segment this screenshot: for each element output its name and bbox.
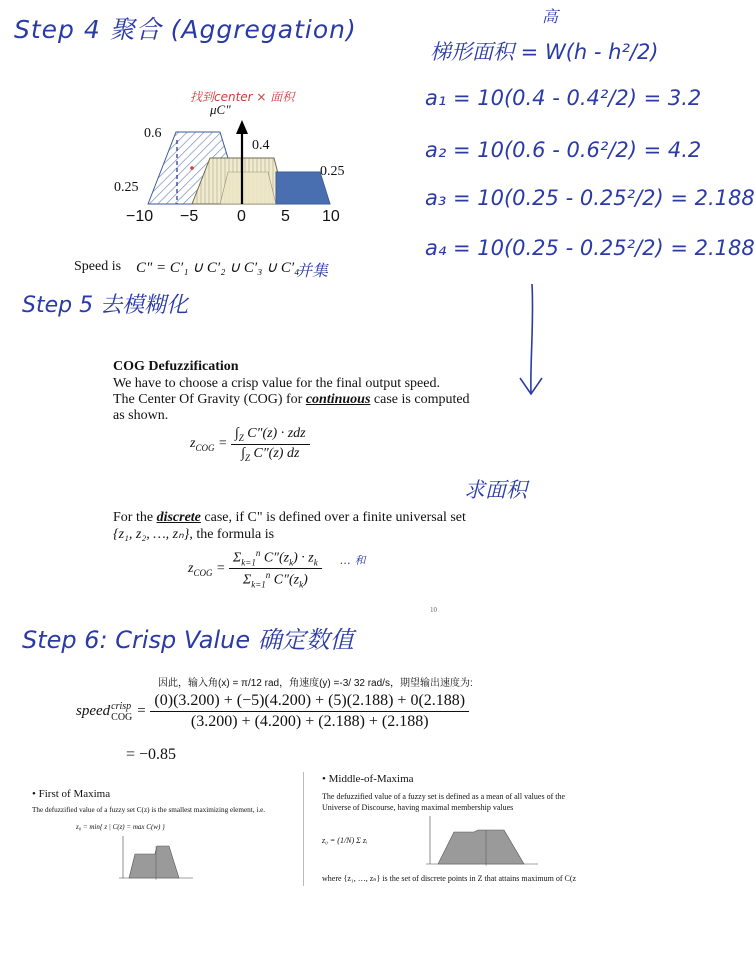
cog-paragraph-3: as shown. [113, 408, 169, 423]
step4-title: Step 4 聚合 (Aggregation) [14, 15, 357, 44]
cog-sub: COG [111, 711, 133, 723]
area-formula: 梯形面积 = W(h - h²/2) [430, 40, 659, 64]
cog-discrete-numerator: $\Sigma_{k=1}^n$ $C''(z_k) \cdot z_k$ [229, 548, 322, 569]
speed-crisp-formula [76, 692, 469, 731]
speed-formula: C" = C′₁ ∪ C′₂ ∪ C′₃ ∪ C′₄ [136, 260, 300, 276]
step6-note: 因此，输入角(x) = π/12 rad，角速度(y) =-3/ 32 rad/s，期望输出速度为: [158, 678, 473, 689]
tick-minus-10: −10 [126, 208, 154, 225]
discrete-c: , the formula is [189, 527, 275, 542]
speed-label: Speed is [74, 259, 122, 274]
page-number: 10 [430, 606, 437, 614]
area-a1: a₁ = 10(0.4 - 0.4²/2) = 3.2 [425, 86, 702, 110]
tick-5: 5 [281, 208, 290, 225]
level-0-25-left: 0.25 [114, 180, 139, 195]
height-note: 高 [542, 7, 559, 26]
cog-heading: COG Defuzzification [113, 359, 239, 374]
down-arrow-icon [510, 282, 550, 402]
tick-10: 10 [322, 208, 340, 225]
cog-p2-emph: continuous [305, 392, 371, 407]
cog-paragraph-2 [113, 392, 470, 408]
cog-fraction [231, 426, 310, 463]
cog-p2-b: case is computed [373, 392, 470, 407]
level-0-4: 0.4 [252, 138, 270, 153]
middle-maxima-desc-1: The defuzzified value of a fuzzy set is defined as a mean of all values of the [322, 792, 566, 801]
cog-discrete-denominator: $\Sigma_{k=1}^n$ $C''(z_k)$ [242, 570, 308, 590]
cog-numerator: $\int_Z$ C″(z) · zdz [231, 426, 310, 445]
step6-title: Step 6: Crisp Value 确定数值 [22, 626, 354, 654]
mu-arrow-head [236, 120, 248, 134]
discrete-a: For the [113, 510, 154, 525]
discrete-emph: discrete [156, 510, 201, 525]
crisp-sup: crisp [111, 700, 132, 712]
cog-p2-a: The Center Of Gravity (COG) for [113, 392, 303, 407]
speed-word: speed [76, 703, 111, 719]
area-a2: a₂ = 10(0.6 - 0.6²/2) = 4.2 [425, 138, 702, 162]
area-a4: a₄ = 10(0.25 - 0.25²/2) = 2.188 [425, 236, 755, 260]
sum-note: … 和 [340, 554, 366, 567]
figure-annotation: 找到center × 面积 [190, 90, 295, 104]
discrete-b: case, if C" is defined over a finite universal set [204, 510, 466, 525]
first-maxima-desc: The defuzzified value of a fuzzy set C(z) is the smallest maximizing element, i.e. [32, 806, 266, 814]
speed-numerator: (0)(3.200) + (−5)(4.200) + (5)(2.188) + 0(2.188) [150, 692, 469, 712]
discrete-paragraph-2 [113, 526, 274, 543]
middle-maxima-plot [420, 816, 540, 868]
cog-discrete-formula [188, 548, 322, 590]
maxima-divider [303, 772, 304, 886]
first-maxima-plot [115, 836, 195, 882]
trapezoid-c3 [220, 172, 276, 204]
level-0-6: 0.6 [144, 126, 162, 141]
cog-continuous-formula [190, 426, 310, 463]
speed-result: = −0.85 [126, 746, 177, 763]
discrete-paragraph [113, 510, 466, 526]
cog-denominator: $\int_Z$ C″(z) dz [241, 445, 300, 463]
middle-maxima-where: where {z₁, …, zₙ} is the set of discrete points in Z that attains maximum of C(z [322, 874, 577, 883]
first-maxima-formula: z₀ = min{ z | C(z) = max C(w) } [76, 823, 165, 831]
union-note: 并集 [296, 261, 329, 280]
level-0-25-right: 0.25 [320, 164, 345, 179]
speed-denominator: (3.200) + (4.200) + (2.188) + (2.188) [190, 713, 429, 730]
area-a3: a₃ = 10(0.25 - 0.25²/2) = 2.188 [425, 186, 755, 210]
tick-minus-5: −5 [180, 208, 199, 225]
cog-discrete-fraction [229, 548, 322, 590]
cog-marker [190, 166, 194, 170]
mu-label: μC" [210, 102, 231, 117]
step5-title: Step 5 去模糊化 [22, 293, 189, 318]
cog-paragraph-1: We have to choose a crisp value for the final output speed. [113, 376, 440, 391]
middle-maxima-title: • Middle-of-Maxima [322, 773, 414, 785]
speed-fraction [150, 692, 469, 731]
tick-0: 0 [237, 208, 246, 225]
speed-lhs: speed crisp COG = [76, 700, 147, 723]
middle-maxima-desc-2: Universe of Discourse, having maximal membership values [322, 803, 514, 812]
first-maxima-title: • First of Maxima [32, 788, 111, 800]
middle-maxima-formula: z₀ = (1/N) Σ zᵢ [322, 836, 368, 845]
z-cog-lhs: $z_{COG}$ = [190, 435, 231, 453]
area-note: 求面积 [464, 478, 527, 502]
discrete-set: {z₁, z₂, …, zₙ} [113, 527, 190, 542]
z-cog-lhs-discrete: $z_{COG}$ = [188, 560, 229, 578]
